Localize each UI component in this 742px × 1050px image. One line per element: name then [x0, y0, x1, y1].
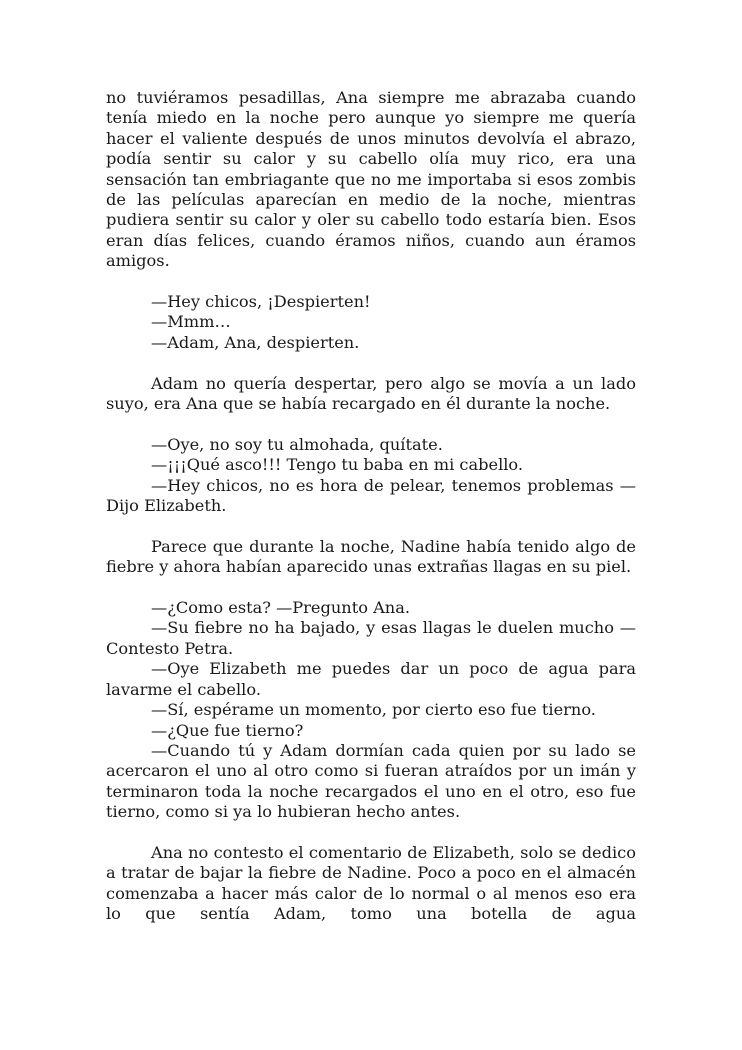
paragraph-gap	[106, 272, 636, 292]
paragraph: no tuviéramos pesadillas, Ana siempre me abrazaba cuando tenía miedo en la noche pero aunque yo siempre me quería hacer el valiente después de unos minutos devolvía el abrazo, podía sentir su calor y su cabello olía muy rico, era una sensación tan embriagante que no me importaba si esos zombis de las películas aparecían en medio de la noche, mientras pudiera sentir su calor y oler su cabello todo estaría bien. Esos eran días felices, cuando éramos niños, cuando aun éramos amigos.	[106, 88, 636, 271]
paragraph-gap	[106, 578, 636, 598]
dialogue-line: —Su fiebre no ha bajado, y esas llagas le duelen mucho —Contesto Petra.	[106, 618, 636, 658]
paragraph: Parece que durante la noche, Nadine había tenido algo de fiebre y ahora habían aparecido unas extrañas llagas en su piel.	[106, 536, 636, 577]
dialogue-line: —¿Que fue tierno?	[151, 720, 304, 740]
paragraph: Adam no quería despertar, pero algo se movía a un lado suyo, era Ana que se había recargado en él durante la noche.	[106, 373, 636, 414]
body-text	[106, 88, 636, 925]
dialogue-line: —Adam, Ana, despierten.	[151, 332, 360, 352]
paragraph-gap	[106, 516, 636, 536]
paragraph-gap	[106, 823, 636, 843]
dialogue-line: —¿Como esta? —Pregunto Ana.	[151, 598, 411, 618]
dialogue-line: —Hey chicos, ¡Despierten!	[151, 292, 371, 312]
dialogue-line: —Sí, espérame un momento, por cierto eso fue tierno.	[151, 700, 596, 720]
paragraph-gap	[106, 353, 636, 373]
dialogue-line: —¡¡¡Qué asco!!! Tengo tu baba en mi cabello.	[151, 455, 524, 475]
dialogue-line: —Mmm…	[151, 312, 231, 332]
dialogue-line: —Oye Elizabeth me puedes dar un poco de agua para lavarme el cabello.	[106, 659, 636, 699]
dialogue-line: —Oye, no soy tu almohada, quítate.	[151, 434, 443, 454]
dialogue-line: —Hey chicos, no es hora de pelear, tenemos problemas —Dijo Elizabeth.	[106, 475, 636, 516]
dialogue-line: —Cuando tú y Adam dormían cada quien por su lado se acercaron el uno al otro como si fueran atraídos por un imán y terminaron toda la noche recargados el uno en el otro, eso fue tierno, como si ya lo hubieran hecho antes.	[106, 740, 636, 822]
paragraph-gap	[106, 414, 636, 434]
paragraph: Ana no contesto el comentario de Elizabeth, solo se dedico a tratar de bajar la fiebre de Nadine. Poco a poco en el almacén comenzaba a hacer más calor de lo normal o al menos eso era lo que sentía Adam, tomo una botella de agua	[106, 842, 636, 924]
